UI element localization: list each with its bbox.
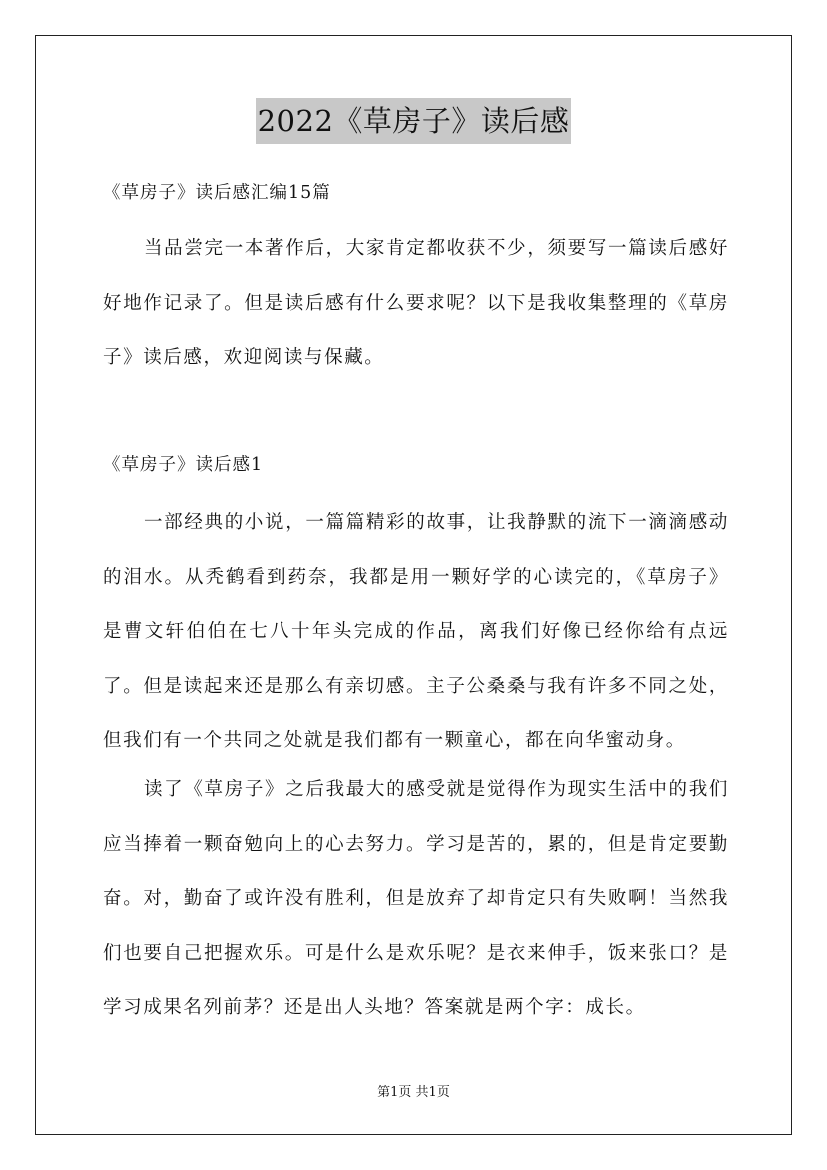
- body-paragraph-2: 读了《草房子》之后我最大的感受就是觉得作为现实生活中的我们应当捧着一颗奋勉向上的心去努力。学习是苦的，累的，但是肯定要勤奋。对，勤奋了或许没有胜利，但是放弃了却肯定只有失败啊！当然我们也要自己把握欢乐。可是什么是欢乐呢？是衣来伸手，饭来张口？是学习成果名列前茅？还是出人头地？答案就是两个字：成长。: [103, 779, 729, 1018]
- section-heading: 《草房子》读后感1: [103, 455, 264, 475]
- title-container: [0, 98, 827, 144]
- body-paragraph-1: 一部经典的小说，一篇篇精彩的故事，让我静默的流下一滴滴感动的泪水。从秃鹤看到药奈，我都是用一颗好学的心读完的，《草房子》是曹文轩伯伯在七八十年头完成的作品，离我们好像已经你给有点远了。但是读起来还是那么有亲切感。主子公桑桑与我有许多不同之处，但我们有一个共同之处就是我们都有一颗童心，都在向华蜜动身。: [103, 512, 729, 751]
- intro-paragraph: 当品尝完一本著作后，大家肯定都收获不少，须要写一篇读后感好好地作记录了。但是读后感有什么要求呢？以下是我收集整理的《草房子》读后感，欢迎阅读与保藏。: [103, 238, 729, 368]
- page-footer: 第1页 共1页: [377, 1085, 450, 1100]
- document-subtitle: 《草房子》读后感汇编15篇: [103, 183, 331, 203]
- document-title: 2022《草房子》读后感: [256, 98, 572, 144]
